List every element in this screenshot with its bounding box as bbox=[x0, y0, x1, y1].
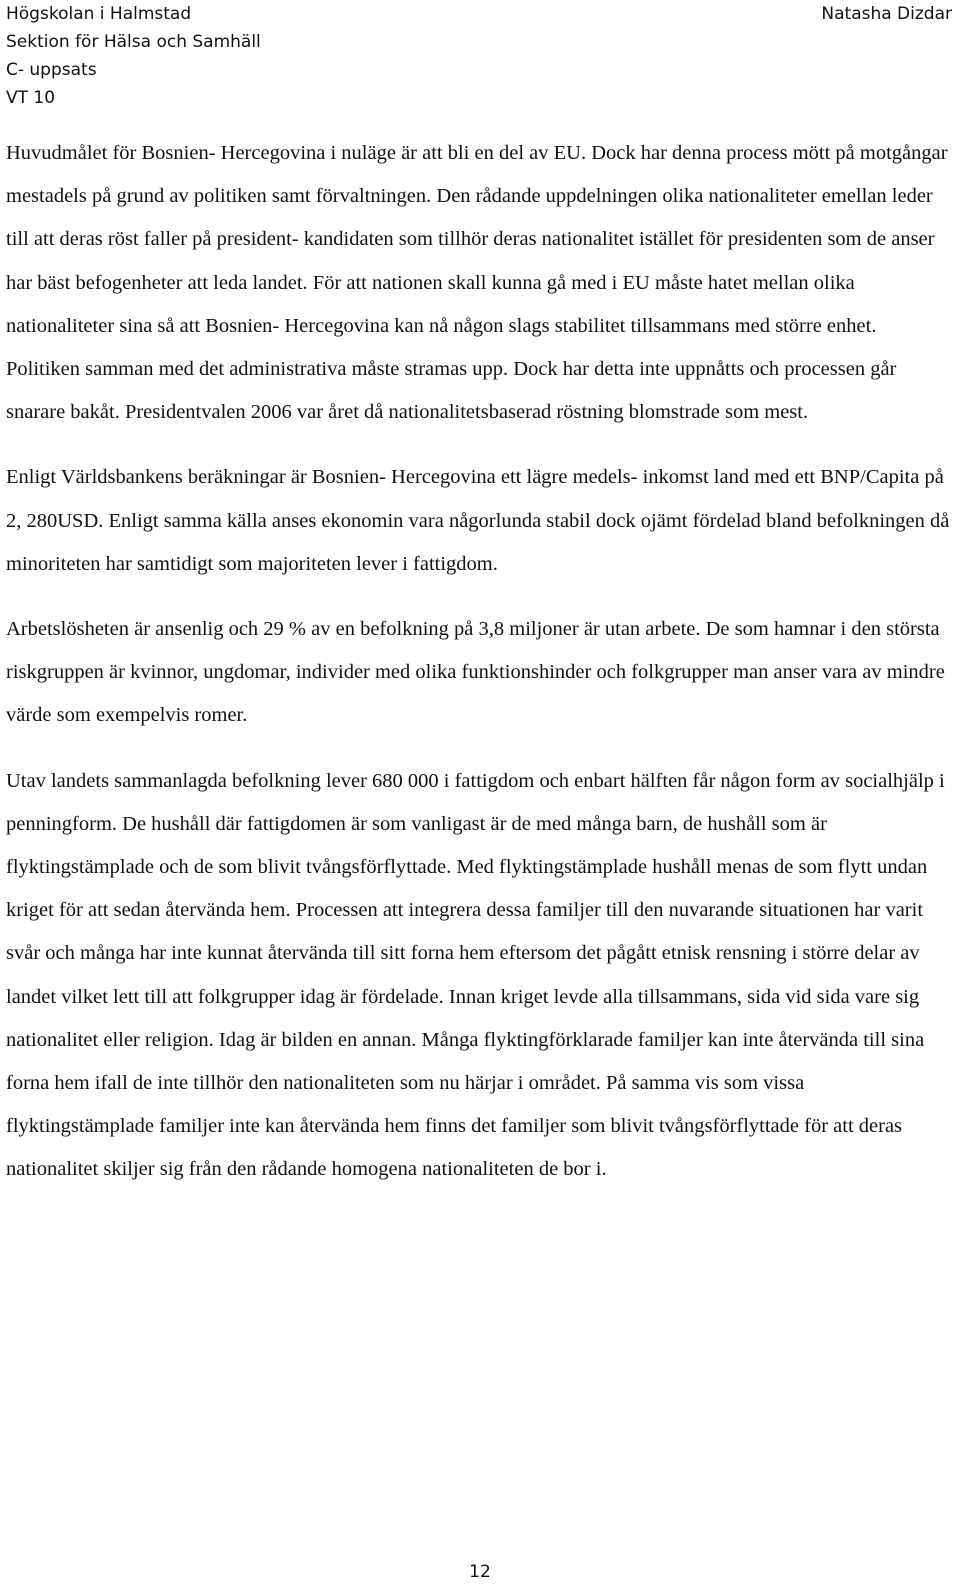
paragraph: Huvudmålet för Bosnien- Hercegovina i nuläge är att bli en del av EU. Dock har denna process mött på motgångar mestadels på grund av politiken samt förvaltningen. Den rådande uppdelningen olika nationaliteter emellan leder till att deras röst faller på president- kandidaten som tillhör deras nationalitet istället för presidenten som de anser har bäst befogenheter att leda landet. För att nationen skall kunna gå med i EU måste hatet mellan olika nationaliteter sina så att Bosnien- Hercegovina kan nå någon slags stabilitet tillsammans med större enhet. Politiken samman med det administrativa måste stramas upp. Dock har detta inte uppnåtts och processen går snarare bakåt. Presidentvalen 2006 var året då nationalitetsbaserad röstning blomstrade som mest. bbox=[6, 142, 948, 424]
paragraph: Arbetslösheten är ansenlig och 29 % av en befolkning på 3,8 miljoner är utan arbete. De som hamnar i den största riskgruppen är kvinnor, ungdomar, individer med olika funktionshinder och folkgrupper man anser vara av mindre värde som exempelvis romer. bbox=[6, 618, 945, 727]
paragraph: Utav landets sammanlagda befolkning lever 680 000 i fattigdom och enbart hälften får någon form av socialhjälp i penningform. De hushåll där fattigdomen är som vanligast är de med många barn, de hushåll som är flyktingstämplade och de som blivit tvångsförflyttade. Med flyktingstämplade hushåll menas de som flytt undan kriget för att sedan återvända hem. Processen att integrera dessa familjer till den nuvarande situationen har varit svår och många har inte kunnat återvända till sitt forna hem eftersom det pågått etnisk rensning i större delar av landet vilket lett till att folkgrupper idag är fördelade. Innan kriget levde alla tillsammans, sida vid sida vare sig nationalitet eller religion. Idag är bilden en annan. Många flyktingförklarade familjer kan inte återvända till sina forna hem ifall de inte tillhör den nationaliteten som nu härjar i området. På samma vis som vissa flyktingstämplade familjer inte kan återvända hem finns det familjer som blivit tvångsförflyttade för att deras nationalitet skiljer sig från den rådande homogena nationaliteten de bor i. bbox=[6, 769, 945, 1181]
header-left-block bbox=[6, 0, 261, 112]
paragraph: Enligt Världsbankens beräkningar är Bosnien- Hercegovina ett lägre medels- inkomst land med ett BNP/Capita på 2, 280USD. Enligt samma källa anses ekonomin vara någorlunda stabil dock ojämt fördelad bland befolkningen då minoriteten har samtidigt som majoriteten lever i fattigdom. bbox=[6, 466, 950, 575]
section-name: Sektion för Hälsa och Samhäll bbox=[6, 32, 261, 52]
author-name: Natasha Dizdar bbox=[821, 4, 952, 24]
document-body bbox=[6, 132, 954, 1214]
page-number: 12 bbox=[469, 1562, 491, 1582]
institution-name: Högskolan i Halmstad bbox=[6, 4, 192, 24]
page-header bbox=[6, 0, 952, 115]
document-type: C- uppsats bbox=[6, 60, 97, 80]
term-label: VT 10 bbox=[6, 88, 56, 108]
